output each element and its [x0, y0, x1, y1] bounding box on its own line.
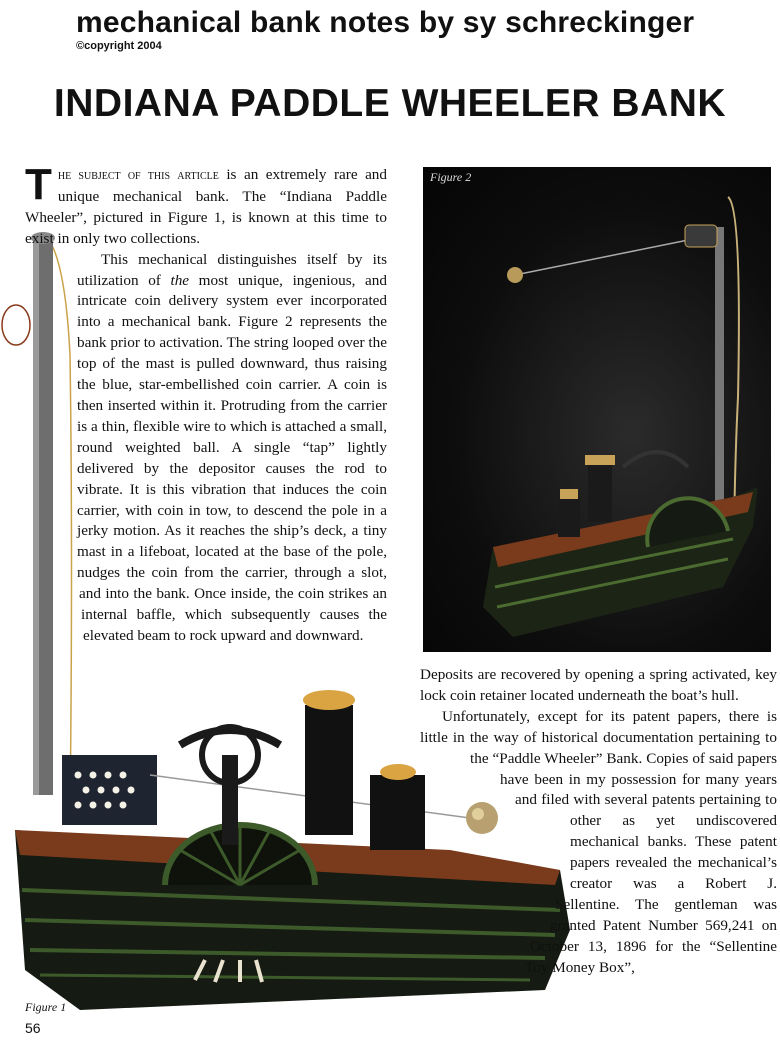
figure-1-label: Figure 1 [25, 1000, 67, 1014]
paragraph-intro [25, 160, 387, 250]
intro-text: is an extremely rare and unique mechanical bank. The “Indiana Paddle Wheeler”, pictured in Figure 1, is known at this time to exist in only two collections. [25, 166, 387, 247]
article-title: INDIANA PADDLE WHEELER BANK [53, 82, 727, 125]
page-number: 56 [25, 1020, 41, 1036]
header-title: mechanical bank notes by sy schreckinger [76, 6, 695, 39]
paragraph-mechanism: This mechanical distinguishes itself by its utilization of the most unique, ingenious, and intricate coin delivery system ever incorporated into a mechanical bank. Figure 2 represents the bank prior to activation. The string looped over the top of the mast is pulled downward, thus raising the blue, star-embellished coin carrier. A coin is then inserted within it. Protruding from the carrier is a thin, flexible wire to which is attached a small, round weighted ball. A single “tap” lightly delivered by the depositor causes the rod to vibrate. It is this vibration that induces the coin carrier, with coin in tow, to descend the pole in a jerky motion. As it reaches the ship’s deck, a tiny mast in a lifeboat, located at the base of the pole, nudges the coin from the carrier, through a slot, and into the bank. Once inside, the coin strikes an internal baffle, which subsequently causes the elevated beam to rock upward and downward. [77, 250, 387, 644]
paragraph-patent: Unfortunately, except for its patent papers, there is little in the way of historical documentation pertaining to the “Paddle Wheeler” Bank. Copies of said papers have been in my possession for many years and filed with several patents pertaining to other as yet undiscovered mechanical banks. These patent papers revealed the mechanical’s creator was a Robert J. Sellentine. The gentleman was granted Patent Number 569,241 on October 13, 1896 for the “Sellentine Toy Money Box”, [420, 707, 777, 976]
fig1-smokestack-2 [370, 775, 425, 850]
copyright: ©copyright 2004 [76, 40, 162, 52]
fig1-walking-beam [180, 730, 280, 745]
fig2-mast [715, 227, 724, 527]
figure-2-label: Figure 2 [430, 170, 472, 184]
dropcap: T [25, 160, 52, 209]
left-text-column [25, 160, 387, 730]
intro-smallcaps: he subject of this article [57, 168, 219, 183]
right-text-column [420, 665, 777, 979]
fig2-coin-carrier [685, 225, 717, 247]
fig1-coin-carrier [62, 755, 157, 825]
paragraph-recovery: Deposits are recovered by opening a spring activated, key lock coin retainer located underneath the boat’s hull. [420, 666, 777, 704]
